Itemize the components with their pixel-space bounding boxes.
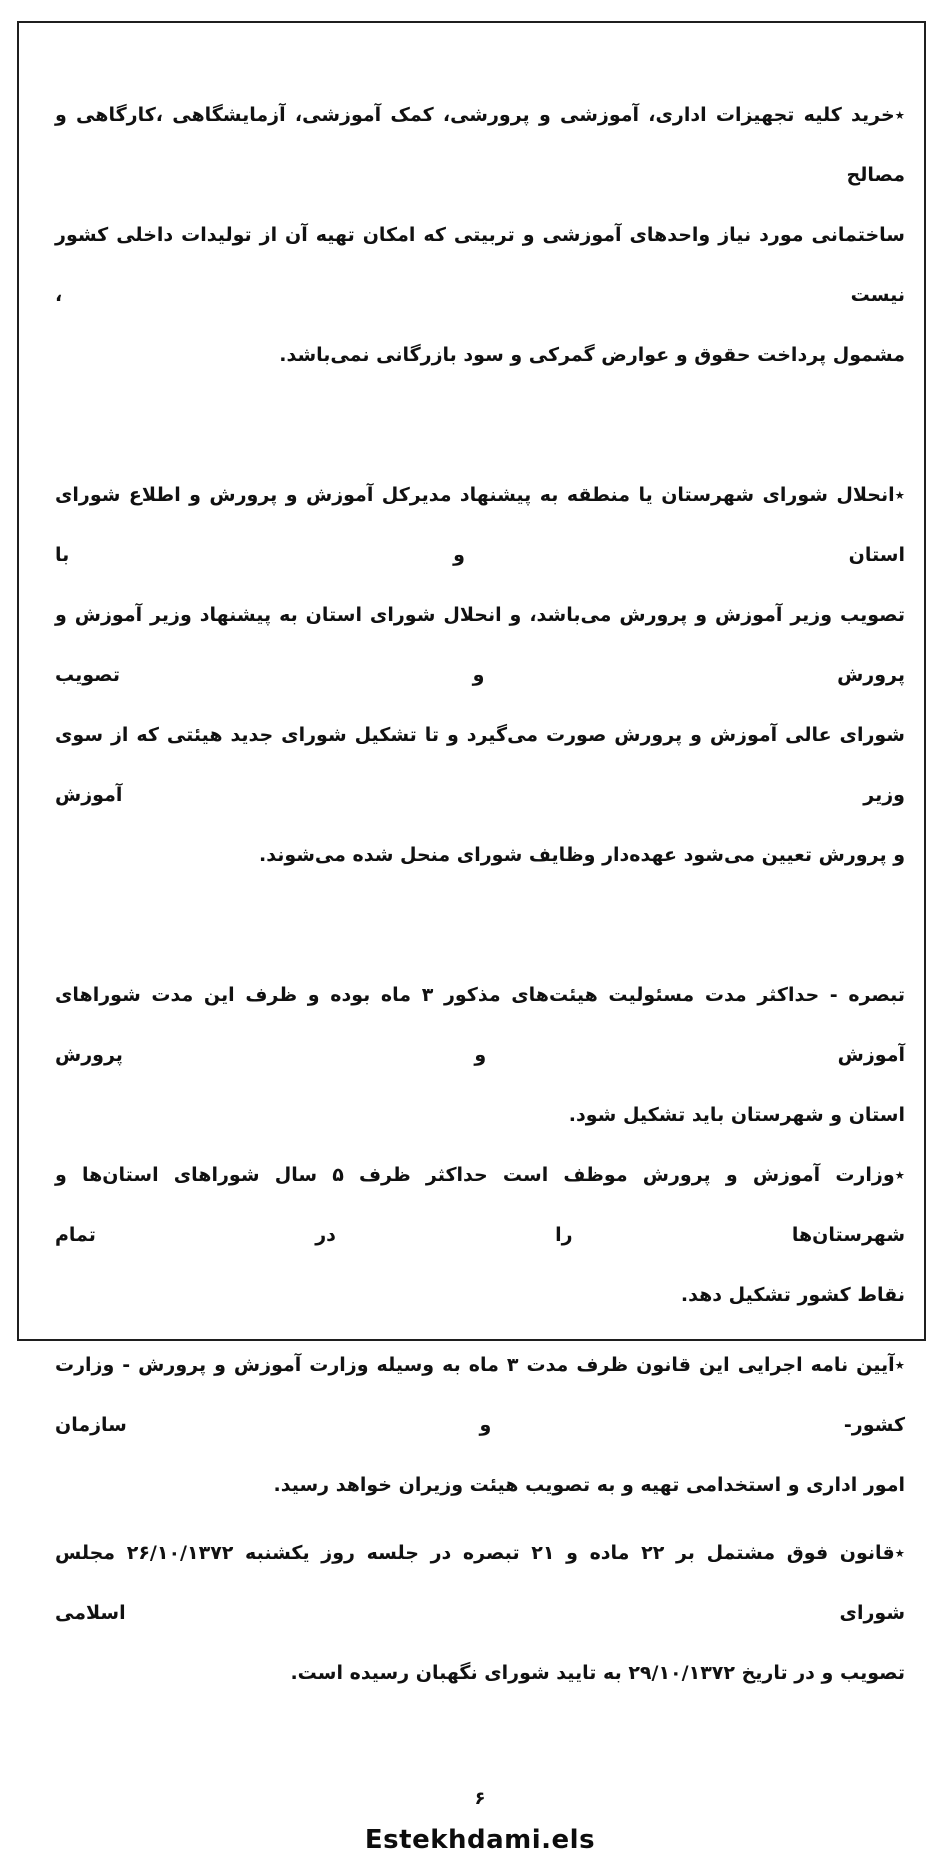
text-line: نقاط کشور تشکیل دهد. bbox=[680, 1284, 905, 1306]
paragraph-executive-bylaw bbox=[55, 1335, 905, 1515]
page-number: ۶ bbox=[474, 1788, 486, 1809]
document-page bbox=[17, 21, 926, 1855]
document-body bbox=[19, 23, 924, 1857]
text-line: تصویب و در تاریخ ۲۹/۱۰/۱۳۷۲ به تایید شورای نگهبان رسیده است. bbox=[290, 1662, 905, 1684]
paragraph-note-deadline bbox=[55, 965, 905, 1145]
text-line: استان و شهرستان باید تشکیل شود. bbox=[568, 1104, 905, 1126]
paragraph-customs-exemption bbox=[55, 85, 905, 385]
text-line: تبصره - حداکثر مدت مسئولیت هیئت‌های مذکور ۳ ماه بوده و ظرف این مدت شوراهای آموزش و پرورش bbox=[55, 984, 906, 1066]
paragraph-council-dissolution bbox=[55, 465, 905, 885]
text-line: ٭قانون فوق مشتمل بر ۲۲ ماده و ۲۱ تبصره در جلسه روز یکشنبه ۲۶/۱۰/۱۳۷۲ مجلس شورای اسلامی bbox=[55, 1542, 905, 1624]
text-line: ساختمانی مورد نیاز واحدهای آموزشی و تربیتی که امکان تهیه آن از تولیدات داخلی کشور نیست ، bbox=[55, 224, 905, 306]
site-name: Estekhdami.els bbox=[364, 1825, 596, 1855]
text-line: امور اداری و استخدامی تهیه و به تصویب هیئت وزیران خواهد رسید. bbox=[273, 1474, 905, 1496]
text-line: مشمول پرداخت حقوق و عوارض گمرکی و سود بازرگانی نمی‌باشد. bbox=[279, 344, 905, 366]
text-line: تصویب وزیر آموزش و پرورش می‌باشد، و انحلال شورای استان به پیشنهاد وزیر آموزش و پرورش و تصویب bbox=[55, 604, 905, 686]
text-line: ٭خرید کلیه تجهیزات اداری، آموزشی و پرورشی، کمک آموزشی، آزمایشگاهی ،کارگاهی و مصالح bbox=[55, 104, 905, 186]
paragraph-ministry-duty bbox=[55, 1145, 905, 1325]
paragraph-ratification bbox=[55, 1523, 905, 1703]
text-line: شورای عالی آموزش و پرورش صورت می‌گیرد و تا تشکیل شورای جدید هیئتی که از سوی وزیر آموزش bbox=[55, 724, 905, 806]
text-line: و پرورش تعیین می‌شود عهده‌دار وظایف شورای منحل شده می‌شوند. bbox=[259, 844, 905, 866]
text-line: ٭وزارت آموزش و پرورش موظف است حداکثر ظرف ۵ سال شوراهای استان‌ها و شهرستان‌ها را در تمام bbox=[55, 1164, 905, 1246]
text-line: ٭آیین نامه اجرایی این قانون ظرف مدت ۳ ماه به وسیله وزارت آموزش و پرورش - وزارت کشور- و سازمان bbox=[55, 1354, 906, 1436]
text-line: ٭انحلال شورای شهرستان یا منطقه به پیشنهاد مدیرکل آموزش و پرورش و اطلاع شورای استان و با bbox=[55, 484, 905, 566]
